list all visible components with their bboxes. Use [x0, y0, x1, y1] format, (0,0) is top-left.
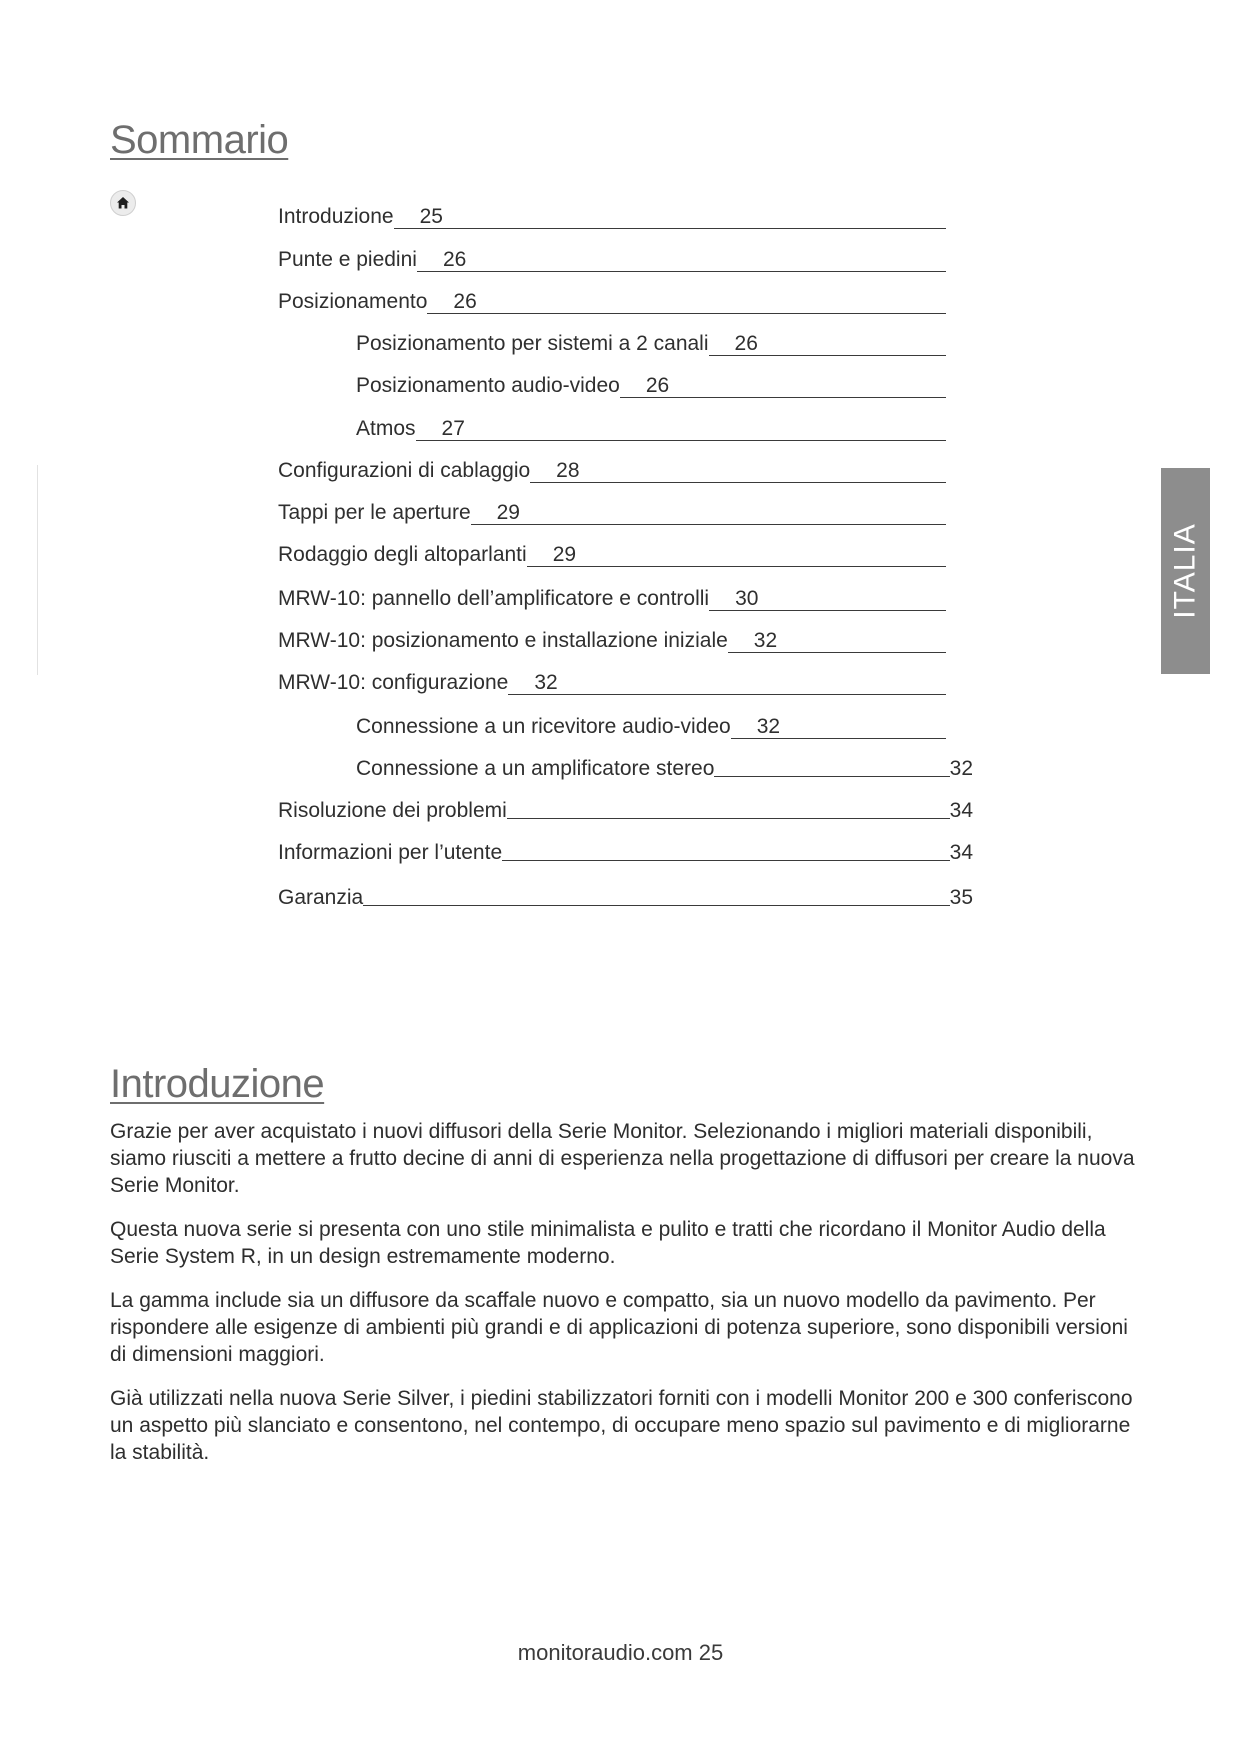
toc-entry-posizionamento-2-canali[interactable]: Posizionamento per sistemi a 2 canali 26 — [356, 332, 946, 356]
intro-paragraph: La gamma include sia un diffusore da scaffale nuovo e compatto, sia un nuovo modello da pavimento. Per rispondere alle esigenze di ambienti più grandi e di applicazioni di potenza superiore, sono disponibili versioni di dimensioni maggiori. — [110, 1289, 1128, 1366]
toc-page-number: 26 — [709, 333, 946, 356]
toc-entry-connessione-amplificatore[interactable]: Connessione a un amplificatore stereo 32 — [356, 757, 973, 780]
toc-entry-informazioni-utente[interactable]: Informazioni per l’utente 34 — [278, 841, 973, 864]
toc-entry-mrw10-posizionamento[interactable]: MRW-10: posizionamento e installazione iniziale 32 — [278, 629, 946, 653]
intro-paragraph: Già utilizzati nella nuova Serie Silver, i piedini stabilizzatori forniti con i modelli Monitor 200 e 300 conferiscono un aspetto più slanciato e consentono, nel contempo, di occupare meno spazio sul pavimento e di migliorarne la stabilità. — [110, 1387, 1133, 1464]
language-tab[interactable] — [1161, 468, 1210, 674]
toc-page-number: 34 — [949, 841, 973, 864]
toc-entry-posizionamento-audio-video[interactable]: Posizionamento audio-video 26 — [356, 374, 946, 398]
toc-page-number: 32 — [949, 757, 973, 780]
toc-entry-atmos[interactable]: Atmos 27 — [356, 417, 946, 441]
toc-page-number: 29 — [471, 502, 946, 525]
toc-page-number: 29 — [527, 544, 946, 567]
toc-page-number: 32 — [728, 630, 946, 653]
toc-page-number: 35 — [949, 886, 973, 909]
page-footer: monitoraudio.com 25 — [517, 1640, 724, 1665]
toc-page-number: 26 — [427, 291, 946, 314]
language-tab-label: ITALIA — [1168, 523, 1202, 619]
toc-page-number: 30 — [709, 588, 946, 611]
toc-entry-tappi-aperture[interactable]: Tappi per le aperture 29 — [278, 501, 946, 525]
toc-page-number: 32 — [508, 672, 946, 695]
toc-entry-posizionamento[interactable]: Posizionamento 26 — [278, 290, 946, 314]
toc-page-number: 26 — [417, 249, 946, 272]
toc-entry-connessione-ricevitore[interactable]: Connessione a un ricevitore audio-video 32 — [356, 715, 946, 739]
toc-entry-configurazioni-cablaggio[interactable]: Configurazioni di cablaggio 28 — [278, 459, 946, 483]
home-icon[interactable] — [110, 190, 136, 216]
toc-page-number: 34 — [949, 799, 973, 822]
intro-paragraph: Questa nuova serie si presenta con uno stile minimalista e pulito e tratti che ricordano il Monitor Audio della Serie System R, in un design estremamente moderno. — [110, 1218, 1106, 1268]
toc-entry-rodaggio[interactable]: Rodaggio degli altoparlanti 29 — [278, 543, 946, 567]
intro-title: Introduzione — [110, 1062, 325, 1106]
toc-entry-mrw10-pannello[interactable]: MRW-10: pannello dell’amplificatore e controlli 30 — [278, 587, 946, 611]
toc-page-number: 28 — [530, 460, 946, 483]
margin-rule — [37, 465, 38, 675]
toc-entry-risoluzione-problemi[interactable]: Risoluzione dei problemi 34 — [278, 799, 973, 822]
toc-entry-punte-e-piedini[interactable]: Punte e piedini 26 — [278, 248, 946, 272]
toc-page-number: 27 — [416, 418, 946, 441]
toc-page-number: 26 — [620, 375, 946, 398]
toc-entry-introduzione[interactable]: Introduzione 25 — [278, 205, 946, 229]
toc-page-number: 25 — [394, 206, 946, 229]
toc-entry-mrw10-configurazione[interactable]: MRW-10: configurazione 32 — [278, 671, 946, 695]
intro-body — [110, 1118, 1150, 1483]
toc-entry-garanzia[interactable]: Garanzia 35 — [278, 886, 973, 909]
intro-paragraph: Grazie per aver acquistato i nuovi diffusori della Serie Monitor. Selezionando i migliori materiali disponibili, siamo riusciti a mettere a frutto decine di anni di esperienza nella progettazione di diffusori per creare la nuova Serie Monitor. — [110, 1120, 1135, 1197]
toc-page-number: 32 — [731, 716, 946, 739]
contents-title: Sommario — [110, 118, 289, 162]
